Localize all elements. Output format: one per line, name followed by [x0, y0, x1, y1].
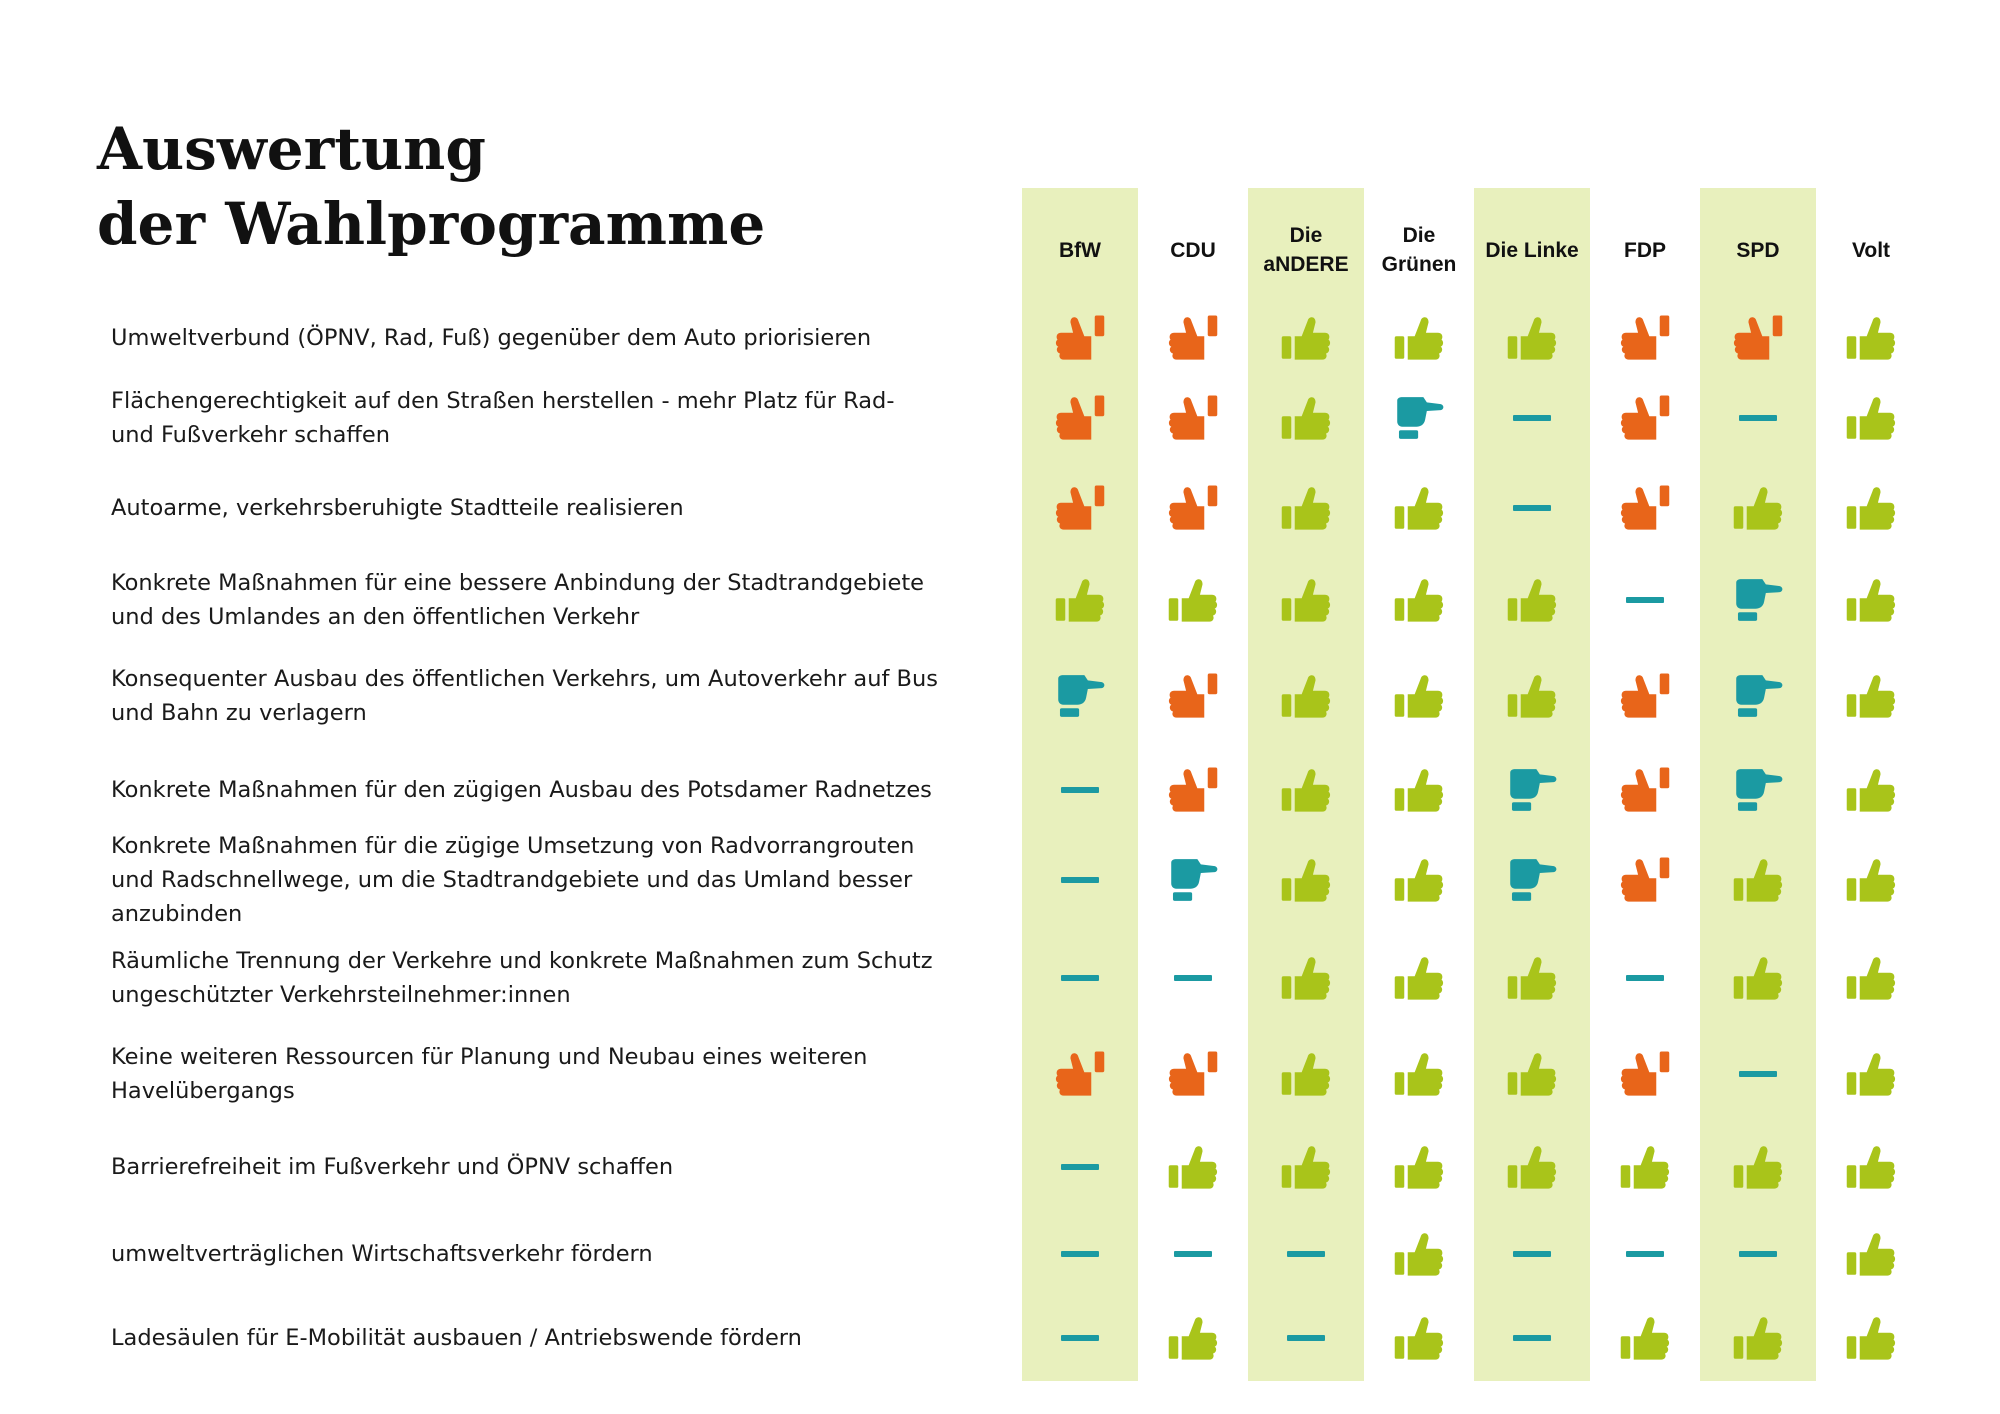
thumbs-up-icon: [1167, 1312, 1219, 1364]
rating-cell: [1361, 1308, 1477, 1368]
dash-icon: [1739, 415, 1777, 421]
rating-cell: [1135, 1137, 1251, 1197]
party-header: Die Linke: [1485, 238, 1579, 262]
thumbs-up-icon: [1506, 574, 1558, 626]
thumbs-up-icon: [1280, 670, 1332, 722]
rating-cell: [1813, 666, 1929, 726]
party-header: Die Grünen: [1381, 224, 1457, 276]
dash-icon: [1061, 975, 1099, 981]
party-header: Volt: [1851, 238, 1891, 262]
rating-cell: [1361, 760, 1477, 820]
thumbs-up-icon: [1167, 1141, 1219, 1193]
rating-cell: [1022, 388, 1138, 448]
party-header: BfW: [1059, 238, 1101, 262]
rating-cell: [1700, 388, 1816, 448]
rating-cell: [1135, 948, 1251, 1008]
thumbs-up-icon: [1845, 574, 1897, 626]
thumbs-up-icon: [1845, 764, 1897, 816]
thumbs-up-icon: [1619, 1141, 1671, 1193]
dash-icon: [1739, 1251, 1777, 1257]
thumbs-down-icon: [1619, 312, 1671, 364]
dash-icon: [1513, 415, 1551, 421]
thumbs-down-icon: [1167, 670, 1219, 722]
thumbs-up-icon: [1845, 952, 1897, 1004]
thumbs-up-icon: [1845, 1312, 1897, 1364]
rating-cell: [1022, 308, 1138, 368]
criterion-label: Barrierefreiheit im Fußverkehr und ÖPNV schaffen: [111, 1154, 674, 1180]
rating-cell: [1022, 948, 1138, 1008]
thumbs-up-icon: [1506, 670, 1558, 722]
dash-icon: [1626, 975, 1664, 981]
dash-icon: [1513, 1335, 1551, 1341]
rating-cell: [1248, 760, 1364, 820]
rating-cell: [1587, 948, 1703, 1008]
rating-cell: [1361, 570, 1477, 630]
rating-cell: [1022, 760, 1138, 820]
rating-cell: [1248, 308, 1364, 368]
rating-cell: [1587, 308, 1703, 368]
thumbs-up-icon: [1393, 854, 1445, 906]
thumbs-down-icon: [1054, 482, 1106, 534]
thumbs-sideways-icon: [1731, 764, 1785, 816]
rating-cell: [1361, 948, 1477, 1008]
criterion-label: Konkrete Maßnahmen für eine bessere Anbindung der Stadtrandgebiete und des Umlandes an den öffentlichen Verkehr: [111, 570, 925, 630]
dash-icon: [1061, 1164, 1099, 1170]
rating-cell: [1587, 388, 1703, 448]
rating-cell: [1135, 570, 1251, 630]
thumbs-up-icon: [1506, 952, 1558, 1004]
rating-cell: [1022, 570, 1138, 630]
rating-cell: [1813, 570, 1929, 630]
thumbs-up-icon: [1732, 854, 1784, 906]
rating-cell: [1587, 850, 1703, 910]
thumbs-up-icon: [1845, 1228, 1897, 1280]
rating-cell: [1587, 666, 1703, 726]
dash-icon: [1061, 1335, 1099, 1341]
rating-cell: [1813, 850, 1929, 910]
dash-icon: [1287, 1251, 1325, 1257]
rating-cell: [1248, 948, 1364, 1008]
thumbs-down-icon: [1619, 670, 1671, 722]
thumbs-sideways-icon: [1505, 764, 1559, 816]
rating-cell: [1813, 760, 1929, 820]
thumbs-up-icon: [1732, 1141, 1784, 1193]
rating-cell: [1248, 1224, 1364, 1284]
rating-cell: [1700, 666, 1816, 726]
rating-cell: [1813, 948, 1929, 1008]
thumbs-sideways-icon: [1166, 854, 1220, 906]
thumbs-up-icon: [1280, 574, 1332, 626]
thumbs-up-icon: [1280, 854, 1332, 906]
rating-cell: [1474, 388, 1590, 448]
thumbs-up-icon: [1393, 764, 1445, 816]
thumbs-sideways-icon: [1392, 392, 1446, 444]
thumbs-up-icon: [1393, 482, 1445, 534]
rating-cell: [1700, 1308, 1816, 1368]
thumbs-up-icon: [1393, 1228, 1445, 1280]
rating-cell: [1248, 850, 1364, 910]
thumbs-down-icon: [1054, 392, 1106, 444]
dash-icon: [1626, 597, 1664, 603]
rating-cell: [1022, 850, 1138, 910]
rating-cell: [1587, 570, 1703, 630]
rating-cell: [1361, 1224, 1477, 1284]
thumbs-up-icon: [1167, 574, 1219, 626]
thumbs-up-icon: [1732, 1312, 1784, 1364]
rating-cell: [1022, 666, 1138, 726]
thumbs-up-icon: [1280, 482, 1332, 534]
thumbs-up-icon: [1393, 670, 1445, 722]
rating-cell: [1474, 666, 1590, 726]
rating-cell: [1248, 388, 1364, 448]
rating-cell: [1813, 308, 1929, 368]
rating-cell: [1361, 388, 1477, 448]
thumbs-up-icon: [1845, 854, 1897, 906]
dash-icon: [1061, 877, 1099, 883]
rating-cell: [1135, 388, 1251, 448]
rating-cell: [1813, 1224, 1929, 1284]
rating-cell: [1700, 1224, 1816, 1284]
rating-cell: [1474, 1308, 1590, 1368]
rating-cell: [1474, 850, 1590, 910]
rating-cell: [1813, 1044, 1929, 1104]
rating-cell: [1587, 760, 1703, 820]
thumbs-up-icon: [1393, 952, 1445, 1004]
rating-cell: [1587, 1224, 1703, 1284]
thumbs-up-icon: [1054, 574, 1106, 626]
rating-cell: [1587, 478, 1703, 538]
criterion-label: Räumliche Trennung der Verkehre und konkrete Maßnahmen zum Schutz ungeschützter Verkehrsteilnehmer:innen: [111, 948, 933, 1008]
thumbs-up-icon: [1732, 952, 1784, 1004]
rating-cell: [1361, 1044, 1477, 1104]
thumbs-down-icon: [1619, 764, 1671, 816]
thumbs-down-icon: [1167, 764, 1219, 816]
dash-icon: [1174, 1251, 1212, 1257]
rating-cell: [1248, 1137, 1364, 1197]
thumbs-up-icon: [1619, 1312, 1671, 1364]
thumbs-down-icon: [1167, 1048, 1219, 1100]
thumbs-sideways-icon: [1731, 574, 1785, 626]
rating-cell: [1022, 1137, 1138, 1197]
rating-cell: [1022, 1308, 1138, 1368]
rating-cell: [1813, 388, 1929, 448]
thumbs-up-icon: [1506, 1141, 1558, 1193]
thumbs-up-icon: [1393, 1312, 1445, 1364]
rating-cell: [1474, 948, 1590, 1008]
rating-cell: [1361, 666, 1477, 726]
rating-cell: [1135, 760, 1251, 820]
rating-cell: [1700, 308, 1816, 368]
thumbs-down-icon: [1619, 482, 1671, 534]
thumbs-up-icon: [1845, 312, 1897, 364]
page-title: [97, 112, 765, 262]
rating-cell: [1474, 1224, 1590, 1284]
rating-cell: [1587, 1137, 1703, 1197]
dash-icon: [1061, 787, 1099, 793]
rating-cell: [1135, 850, 1251, 910]
thumbs-up-icon: [1393, 1048, 1445, 1100]
thumbs-up-icon: [1280, 392, 1332, 444]
rating-cell: [1700, 570, 1816, 630]
thumbs-down-icon: [1054, 1048, 1106, 1100]
rating-cell: [1135, 478, 1251, 538]
rating-cell: [1474, 1137, 1590, 1197]
rating-cell: [1700, 760, 1816, 820]
criterion-label: Konkrete Maßnahmen für den zügigen Ausbau des Potsdamer Radnetzes: [111, 777, 932, 803]
rating-cell: [1135, 1308, 1251, 1368]
rating-cell: [1248, 1044, 1364, 1104]
dash-icon: [1061, 1251, 1099, 1257]
rating-cell: [1022, 478, 1138, 538]
thumbs-up-icon: [1506, 1048, 1558, 1100]
dash-icon: [1513, 1251, 1551, 1257]
rating-cell: [1135, 308, 1251, 368]
thumbs-sideways-icon: [1505, 854, 1559, 906]
party-header: CDU: [1170, 238, 1216, 262]
criterion-label: Autoarme, verkehrsberuhigte Stadtteile realisieren: [111, 495, 684, 521]
party-header: SPD: [1736, 238, 1780, 262]
thumbs-up-icon: [1280, 1141, 1332, 1193]
rating-cell: [1700, 948, 1816, 1008]
thumbs-down-icon: [1167, 392, 1219, 444]
rating-cell: [1813, 478, 1929, 538]
rating-cell: [1474, 1044, 1590, 1104]
thumbs-down-icon: [1619, 1048, 1671, 1100]
thumbs-up-icon: [1845, 670, 1897, 722]
rating-cell: [1248, 570, 1364, 630]
dash-icon: [1513, 505, 1551, 511]
rating-cell: [1474, 570, 1590, 630]
rating-cell: [1135, 1224, 1251, 1284]
thumbs-sideways-icon: [1053, 670, 1107, 722]
rating-cell: [1700, 1137, 1816, 1197]
rating-cell: [1248, 478, 1364, 538]
dash-icon: [1739, 1071, 1777, 1077]
party-header: Die aNDERE: [1263, 224, 1349, 276]
rating-cell: [1135, 666, 1251, 726]
thumbs-up-icon: [1845, 1048, 1897, 1100]
criterion-label: Konsequenter Ausbau des öffentlichen Verkehrs, um Autoverkehr auf Bus und Bahn zu verlagern: [111, 666, 938, 726]
rating-cell: [1022, 1224, 1138, 1284]
thumbs-down-icon: [1167, 482, 1219, 534]
criterion-label: Keine weiteren Ressourcen für Planung und Neubau eines weiteren Havelübergangs: [111, 1044, 868, 1104]
thumbs-up-icon: [1280, 1048, 1332, 1100]
criterion-label: Umweltverbund (ÖPNV, Rad, Fuß) gegenüber dem Auto priorisieren: [111, 325, 872, 351]
rating-cell: [1361, 308, 1477, 368]
rating-cell: [1474, 478, 1590, 538]
rating-cell: [1474, 760, 1590, 820]
party-header: FDP: [1624, 238, 1666, 262]
rating-cell: [1248, 1308, 1364, 1368]
thumbs-up-icon: [1280, 952, 1332, 1004]
thumbs-up-icon: [1280, 764, 1332, 816]
thumbs-up-icon: [1280, 312, 1332, 364]
dash-icon: [1174, 975, 1212, 981]
rating-cell: [1587, 1044, 1703, 1104]
rating-cell: [1813, 1308, 1929, 1368]
rating-cell: [1813, 1137, 1929, 1197]
thumbs-up-icon: [1845, 392, 1897, 444]
thumbs-up-icon: [1393, 1141, 1445, 1193]
rating-cell: [1248, 666, 1364, 726]
dash-icon: [1626, 1251, 1664, 1257]
criterion-label: Ladesäulen für E-Mobilität ausbauen / Antriebswende fördern: [111, 1325, 802, 1351]
thumbs-down-icon: [1054, 312, 1106, 364]
title-line-2: der Wahlprogramme: [97, 190, 766, 258]
thumbs-down-icon: [1619, 392, 1671, 444]
rating-cell: [1700, 478, 1816, 538]
rating-cell: [1700, 850, 1816, 910]
thumbs-down-icon: [1167, 312, 1219, 364]
rating-cell: [1700, 1044, 1816, 1104]
thumbs-up-icon: [1393, 574, 1445, 626]
rating-cell: [1135, 1044, 1251, 1104]
thumbs-up-icon: [1393, 312, 1445, 364]
rating-cell: [1361, 1137, 1477, 1197]
rating-cell: [1474, 308, 1590, 368]
thumbs-down-icon: [1619, 854, 1671, 906]
thumbs-up-icon: [1845, 1141, 1897, 1193]
dash-icon: [1287, 1335, 1325, 1341]
rating-cell: [1361, 478, 1477, 538]
title-line-1: Auswertung: [97, 115, 486, 183]
rating-cell: [1022, 1044, 1138, 1104]
thumbs-up-icon: [1845, 482, 1897, 534]
rating-cell: [1361, 850, 1477, 910]
rating-cell: [1587, 1308, 1703, 1368]
criterion-label: umweltverträglichen Wirtschaftsverkehr fördern: [111, 1241, 653, 1267]
criterion-label: Flächengerechtigkeit auf den Straßen herstellen - mehr Platz für Rad- und Fußverkehr schaffen: [111, 388, 895, 448]
thumbs-up-icon: [1506, 312, 1558, 364]
thumbs-down-icon: [1732, 312, 1784, 364]
criterion-label: Konkrete Maßnahmen für die zügige Umsetzung von Radvorrangrouten und Radschnellwege, um die Stadtrandgebiete und das Umland besser anzubinden: [111, 833, 915, 927]
thumbs-up-icon: [1732, 482, 1784, 534]
thumbs-sideways-icon: [1731, 670, 1785, 722]
